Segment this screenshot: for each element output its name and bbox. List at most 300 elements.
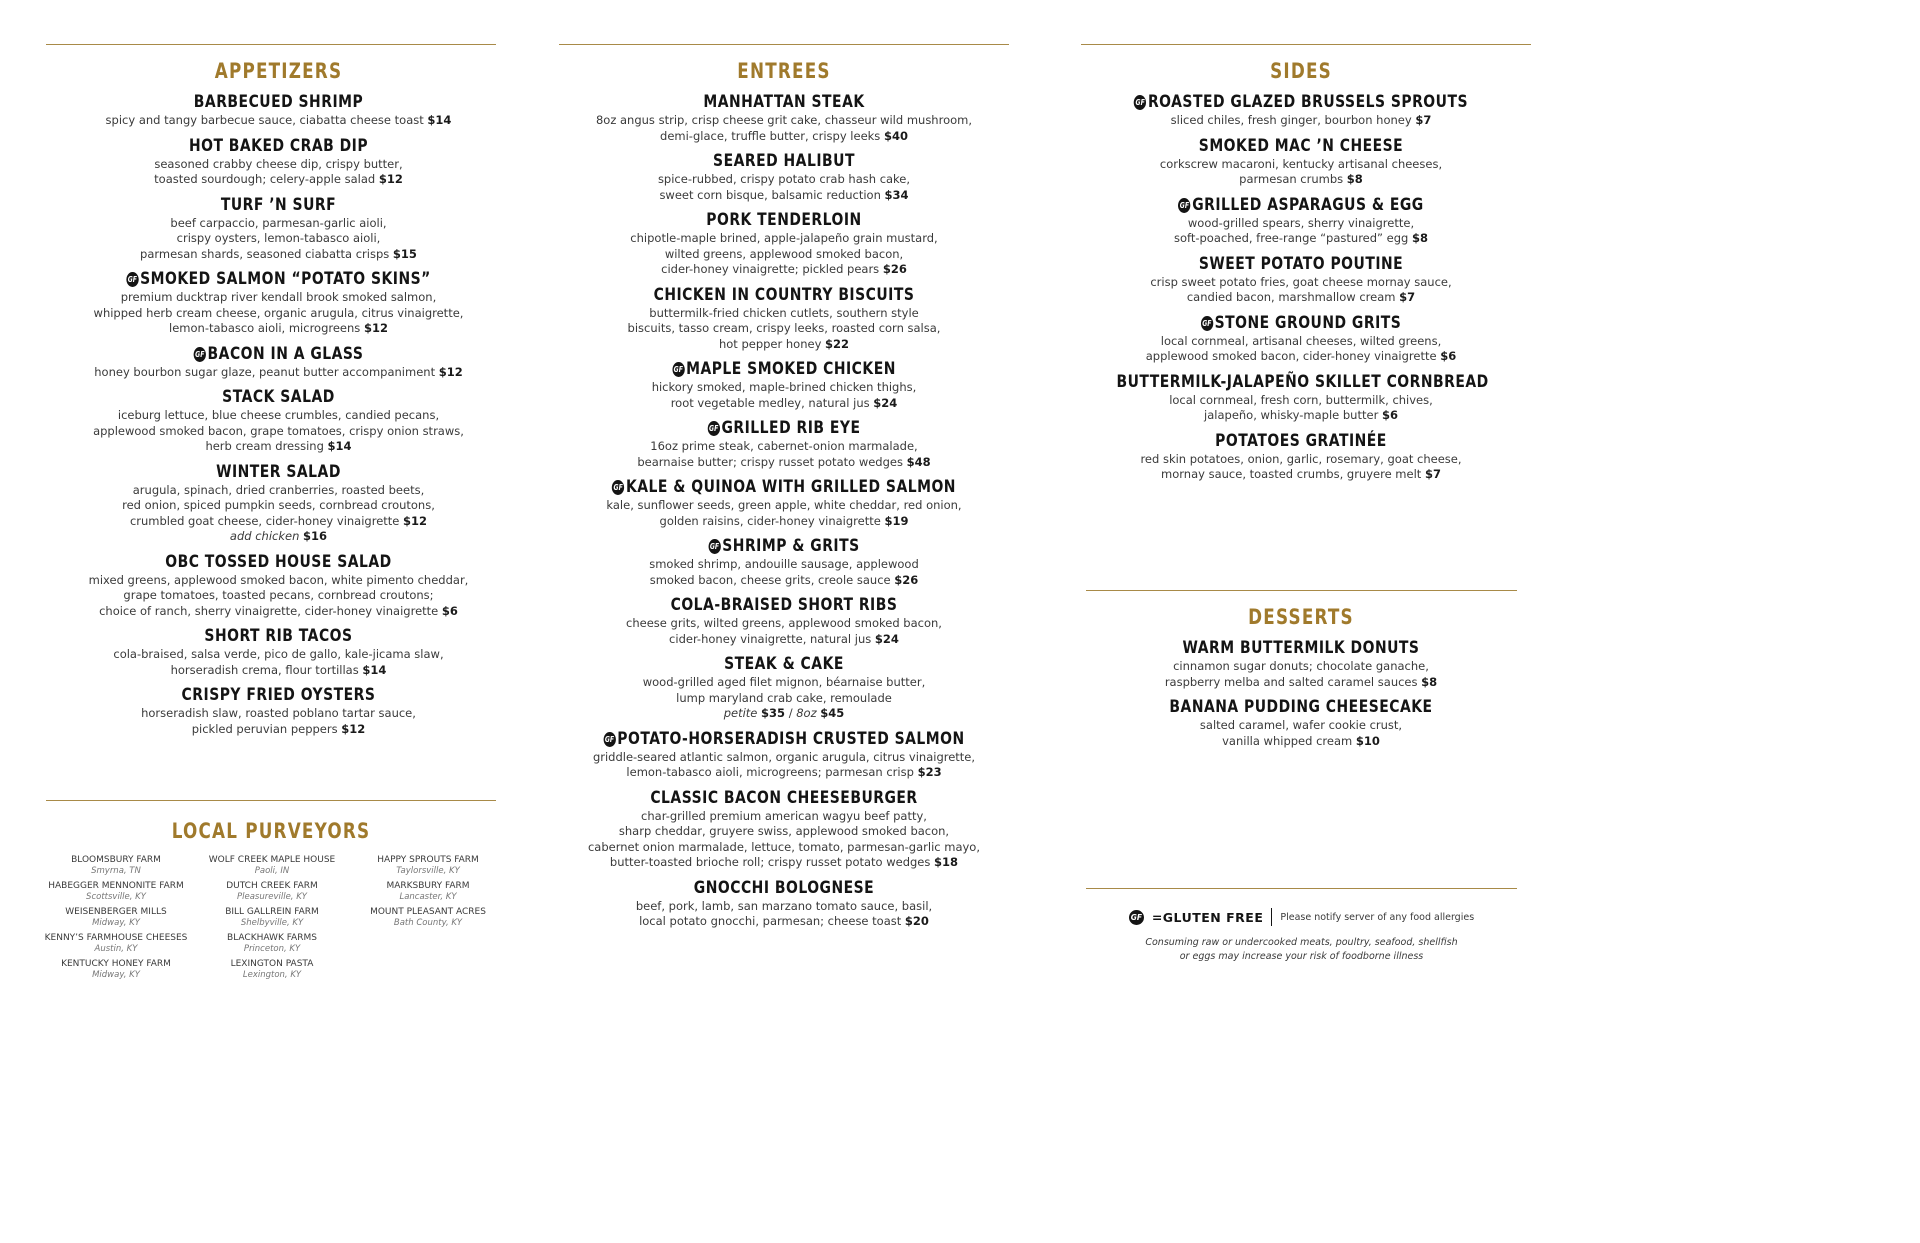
description-line (46, 483, 511, 499)
menu-item (46, 195, 511, 263)
menu-item (1076, 697, 1526, 749)
description-text: horseradish slaw, roasted poblano tartar sauce, (141, 706, 416, 720)
description-text: beef, pork, lamb, san marzano tomato sauce, basil, (635, 898, 933, 913)
description-text: seasoned crabby cheese dip, crispy butter, (154, 156, 403, 171)
purveyor-name: DUTCH CREEK FARM (226, 881, 318, 891)
purveyor-location: Princeton, KY (243, 944, 301, 954)
portion-label: 8oz (796, 706, 817, 720)
description-line (46, 408, 511, 424)
description-line (46, 231, 511, 247)
description-text: premium ducktrap river kendall brook smoked salmon, (120, 290, 437, 304)
purveyors-top-rule (46, 800, 496, 801)
description-text: mornay sauce, toasted crumbs, gruyere melt (1161, 467, 1422, 481)
menu-item-title: POTATOES GRATINÉE (1215, 430, 1387, 451)
description-line (559, 840, 1009, 856)
purveyor (38, 855, 194, 876)
food-safety-warning (1086, 936, 1517, 964)
description-line (1076, 349, 1526, 365)
gluten-free-icon: GF (612, 480, 624, 495)
description-text: cheese grits, wilted greens, applewood smoked bacon, (626, 616, 942, 630)
menu-item-description (46, 647, 511, 678)
menu-item-name (600, 788, 969, 808)
description-text: applewood smoked bacon, cider-honey vinaigrette (1145, 349, 1437, 363)
menu-item-title: KALE & QUINOA WITH GRILLED SALMON (625, 477, 956, 497)
menu-item-description (559, 675, 1009, 722)
menu-item-description (46, 290, 511, 337)
menu-item-price: $12 (341, 721, 366, 736)
appetizers-list (46, 92, 511, 737)
menu-item-title: HOT BAKED CRAB DIP (188, 135, 369, 156)
menu-item-title: PORK TENDERLOIN (706, 210, 862, 230)
gluten-free-icon: GF (672, 362, 684, 377)
description-line (1076, 734, 1526, 750)
description-line (46, 498, 511, 514)
menu-item-name (88, 269, 469, 289)
desserts-title: DESSERTS (1248, 605, 1354, 629)
description-line (46, 706, 511, 722)
menu-item-title: WARM BUTTERMILK DONUTS (1182, 638, 1420, 658)
menu-item-description (46, 157, 511, 188)
description-line (46, 172, 511, 188)
menu-item-title: BUTTERMILK-JALAPEÑO SKILLET CORNBREAD (1116, 371, 1489, 392)
menu-item-name (600, 654, 969, 674)
menu-item-description (1076, 113, 1526, 129)
description-text: biscuits, tasso cream, crispy leeks, roasted corn salsa, (627, 321, 941, 335)
description-text: mixed greens, applewood smoked bacon, white pimento cheddar, (88, 572, 469, 587)
menu-item (559, 788, 1009, 871)
menu-item-title: STONE GROUND GRITS (1214, 312, 1402, 333)
menu-item-price: $14 (362, 662, 387, 677)
menu-item-price: $7 (1399, 290, 1416, 304)
menu-item-name (88, 344, 469, 364)
purveyor (38, 907, 194, 928)
legend (1086, 908, 1517, 964)
menu-item-description (46, 483, 511, 545)
menu-item-name (88, 685, 469, 705)
gluten-free-label: =GLUTEN FREE (1151, 909, 1264, 925)
description-line (46, 113, 511, 129)
description-line (46, 647, 511, 663)
description-line (559, 172, 1009, 188)
description-text: local potato gnocchi, parmesan; cheese toast (639, 914, 902, 928)
description-text: chipotle-maple brined, apple-jalapeño grain mustard, (630, 231, 938, 245)
purveyor (194, 881, 350, 902)
description-text: crumbled goat cheese, cider-honey vinaigrette (129, 513, 400, 528)
menu-item-name (88, 136, 469, 156)
description-text: parmesan shards, seasoned ciabatta crisps (140, 246, 390, 261)
menu-item-name (1117, 313, 1486, 333)
description-line (46, 573, 511, 589)
legend-divider (1271, 908, 1272, 926)
menu-item-description (46, 216, 511, 263)
description-text: parmesan crumbs (1239, 172, 1344, 186)
description-line (46, 514, 511, 530)
menu-item (559, 92, 1009, 144)
description-text: grape tomatoes, toasted pecans, cornbread croutons; (123, 588, 434, 602)
purveyor (350, 933, 506, 954)
menu-item-description (559, 899, 1009, 930)
menu-item (1076, 254, 1526, 306)
purveyor (194, 907, 350, 928)
purveyor (194, 855, 350, 876)
menu-item-description (559, 616, 1009, 647)
menu-item-title: SMOKED SALMON “POTATO SKINS” (140, 269, 431, 289)
menu-item-price: $23 (917, 765, 942, 779)
desserts-top-rule (1086, 590, 1517, 591)
entrees-title: ENTREES (737, 59, 831, 83)
purveyor-location: Lexington, KY (242, 970, 302, 980)
description-text: applewood smoked bacon, grape tomatoes, crispy onion straws, (93, 423, 464, 438)
description-text: smoked shrimp, andouille sausage, applewood (649, 557, 919, 571)
purveyor-name: BLACKHAWK FARMS (227, 933, 317, 943)
description-line (46, 663, 511, 679)
menu-item-name (1117, 92, 1486, 112)
menu-item-description (1076, 718, 1526, 749)
description-text: 8oz angus strip, crisp cheese grit cake, chasseur wild mushroom, (595, 113, 973, 127)
description-text: beef carpaccio, parmesan-garlic aioli, (170, 215, 387, 230)
purveyor-location: Austin, KY (94, 944, 138, 954)
menu-item-title: BARBECUED SHRIMP (193, 92, 364, 112)
description-line (559, 765, 1009, 781)
gluten-free-icon: GF (603, 732, 615, 747)
menu-item-title: SWEET POTATO POUTINE (1198, 253, 1404, 274)
menu-item (46, 387, 511, 455)
menu-item-price: $48 (906, 454, 931, 469)
menu-item-price: $40 (883, 128, 908, 143)
menu-item-name (1117, 254, 1486, 274)
menu-item (46, 685, 511, 737)
appetizers-top-rule (46, 44, 496, 45)
description-line (559, 632, 1009, 648)
menu-item-title: COLA-BRAISED SHORT RIBS (670, 595, 898, 615)
menu-item-title: GRILLED ASPARAGUS & EGG (1192, 194, 1424, 215)
description-line (559, 455, 1009, 471)
description-text: buttermilk-fried chicken cutlets, southern style (649, 305, 919, 320)
description-line (559, 824, 1009, 840)
description-line (559, 247, 1009, 263)
description-text: red skin potatoes, onion, garlic, rosemary, goat cheese, (1140, 451, 1462, 466)
purveyor-name: WOLF CREEK MAPLE HOUSE (208, 855, 336, 865)
description-text: jalapeño, whisky-maple butter (1204, 408, 1379, 422)
menu-item-price: $7 (1424, 467, 1441, 481)
menu-item-title: BACON IN A GLASS (207, 343, 364, 364)
menu-item-name (600, 595, 969, 615)
purveyor (38, 881, 194, 902)
menu-item-price: $18 (934, 855, 959, 869)
description-text: salted caramel, wafer cookie crust, (1199, 718, 1403, 732)
menu-item-title: CLASSIC BACON CHEESEBURGER (650, 787, 918, 808)
menu-item-price: $6 (1381, 408, 1398, 422)
purveyor-location: Bath County, KY (393, 918, 463, 928)
description-text: wood-grilled aged filet mignon, béarnaise butter, (642, 675, 926, 689)
description-text: char-grilled premium american wagyu beef patty, (641, 808, 927, 823)
description-line (46, 247, 511, 263)
menu-item-description (559, 172, 1009, 203)
menu-item (46, 626, 511, 678)
description-text: root vegetable medley, natural jus (670, 395, 870, 410)
description-text: spicy and tangy barbecue sauce, ciabatta cheese toast (105, 113, 424, 127)
menu-item-title: CRISPY FRIED OYSTERS (181, 685, 376, 705)
menu-item-name (600, 285, 969, 305)
gluten-free-icon: GF (1129, 910, 1144, 925)
description-text: pickled peruvian peppers (191, 721, 338, 736)
menu-item (46, 462, 511, 545)
menu-item (46, 92, 511, 129)
menu-item-description (559, 750, 1009, 781)
description-text: cider-honey vinaigrette; pickled pears (661, 262, 880, 276)
menu-item-description (1076, 157, 1526, 188)
menu-item-description (559, 380, 1009, 411)
description-line (559, 809, 1009, 825)
description-line (1076, 157, 1526, 173)
menu-item-price: $22 (825, 336, 850, 351)
description-line (559, 706, 1009, 722)
description-line (559, 113, 1009, 129)
description-text: cider-honey vinaigrette, natural jus (669, 631, 872, 646)
description-text: candied bacon, marshmallow cream (1186, 290, 1396, 304)
menu-item (559, 285, 1009, 353)
menu-item-title: SHORT RIB TACOS (204, 626, 353, 646)
menu-item (1076, 136, 1526, 188)
menu-item-price: $6 (1440, 349, 1457, 363)
description-text: choice of ranch, sherry vinaigrette, cider-honey vinaigrette (99, 603, 439, 618)
description-text: wood-grilled spears, sherry vinaigrette, (1187, 215, 1415, 230)
purveyors-grid (38, 855, 506, 980)
description-text: soft-poached, free-range “pastured” egg (1173, 231, 1409, 245)
description-line (559, 914, 1009, 930)
sides-list (1076, 92, 1526, 483)
menu-item (1076, 195, 1526, 247)
description-line (559, 750, 1009, 766)
menu-item-name (1117, 697, 1486, 717)
purveyor (350, 855, 506, 876)
menu-item-title: MAPLE SMOKED CHICKEN (686, 359, 896, 379)
purveyor (38, 959, 194, 980)
menu-item (559, 477, 1009, 529)
menu-item-price: $12 (403, 513, 428, 528)
purveyor (350, 959, 506, 980)
description-line (46, 321, 511, 337)
description-text: honey bourbon sugar glaze, peanut butter accompaniment (94, 364, 436, 379)
description-text: toasted sourdough; celery-apple salad (154, 172, 376, 186)
description-text: arugula, spinach, dried cranberries, roasted beets, (132, 482, 425, 497)
description-text: cabernet onion marmalade, lettuce, tomato, parmesan-garlic mayo, (587, 839, 980, 854)
description-line (559, 321, 1009, 337)
menu-item (46, 269, 511, 337)
entrees-top-rule (559, 44, 1009, 45)
sides-top-rule (1081, 44, 1531, 45)
menu-item-price: $14 (427, 113, 452, 127)
description-line (1076, 334, 1526, 350)
menu-item-title: WINTER SALAD (216, 461, 341, 482)
menu-item-name (600, 92, 969, 112)
description-text: griddle-seared atlantic salmon, organic arugula, citrus vinaigrette, (592, 749, 976, 764)
menu-item-description (46, 365, 511, 381)
menu-item-description (1076, 216, 1526, 247)
menu-item-price: $8 (1412, 231, 1429, 245)
description-line (559, 188, 1009, 204)
description-line (559, 855, 1009, 871)
purveyor-name: MARKSBURY FARM (386, 881, 470, 891)
menu-item-description (559, 113, 1009, 144)
menu-item (1076, 372, 1526, 424)
sides-title: SIDES (1270, 59, 1332, 83)
description-text: bearnaise butter; crispy russet potato wedges (637, 454, 903, 469)
description-line (559, 129, 1009, 145)
entrees-list (559, 92, 1009, 930)
menu-item-name (600, 151, 969, 171)
menu-item-price: $19 (884, 513, 909, 528)
purveyor-location: Paoli, IN (254, 866, 290, 876)
description-text: lemon-tabasco aioli, microgreens; parmesan crisp (626, 765, 914, 779)
menu-item (1076, 638, 1526, 690)
description-text: sweet corn bisque, balsamic reduction (659, 187, 881, 202)
menu-item (1076, 92, 1526, 129)
description-line (559, 337, 1009, 353)
description-text: crispy oysters, lemon-tabasco aioli, (176, 231, 381, 245)
menu-item-price: $12 (438, 364, 463, 379)
menu-item-name (600, 477, 969, 497)
purveyor-location: Midway, KY (92, 918, 140, 928)
desserts-list (1076, 638, 1526, 749)
description-text: sharp cheddar, gruyere swiss, applewood smoked bacon, (618, 824, 950, 838)
menu-item-title: GRILLED RIB EYE (721, 418, 861, 438)
description-text: smoked bacon, cheese grits, creole sauce (649, 572, 891, 587)
portion-price: $35 (761, 706, 786, 720)
description-line (1076, 452, 1526, 468)
description-text: red onion, spiced pumpkin seeds, cornbread croutons, (122, 498, 435, 512)
menu-item (559, 151, 1009, 203)
description-text: demi-glace, truffle butter, crispy leeks (660, 128, 881, 143)
menu-item-price: $8 (1346, 172, 1363, 186)
description-line (1076, 393, 1526, 409)
menu-item-price: $10 (1355, 733, 1380, 748)
purveyor-location: Scottsville, KY (86, 892, 146, 902)
menu-item-description (1076, 334, 1526, 365)
menu-item-title: POTATO-HORSERADISH CRUSTED SALMON (617, 728, 965, 749)
menu-item-title: CHICKEN IN COUNTRY BISCUITS (653, 284, 915, 305)
description-line (1076, 659, 1526, 675)
menu-item-name (88, 387, 469, 407)
menu-item-description (46, 706, 511, 737)
menu-item-price: $7 (1415, 113, 1432, 127)
allergy-note: Please notify server of any food allergies (1280, 911, 1475, 923)
menu-item-description (559, 809, 1009, 871)
description-line (46, 588, 511, 604)
menu-item (559, 595, 1009, 647)
description-line (559, 262, 1009, 278)
description-text: lemon-tabasco aioli, microgreens (169, 321, 361, 335)
menu-item-description (1076, 452, 1526, 483)
menu-item-title: SEARED HALIBUT (713, 151, 855, 171)
gluten-free-icon: GF (194, 347, 206, 362)
description-line (559, 573, 1009, 589)
purveyor-location: Midway, KY (92, 970, 140, 980)
menu-item (559, 654, 1009, 722)
description-line (559, 514, 1009, 530)
menu-item-description (1076, 275, 1526, 306)
warning-line: Consuming raw or undercooked meats, poultry, seafood, shellfish (1145, 937, 1458, 948)
description-line (46, 365, 511, 381)
purveyor-name: KENNY’S FARMHOUSE CHEESES (44, 933, 188, 943)
description-line (1076, 275, 1526, 291)
menu-item-price: $26 (882, 262, 907, 276)
description-text: whipped herb cream cheese, organic arugula, citrus vinaigrette, (93, 305, 464, 320)
add-on-label: add chicken (229, 529, 300, 543)
add-on-price: $16 (303, 529, 328, 543)
menu-item (46, 552, 511, 620)
purveyor-name: WEISENBERGER MILLS (65, 907, 167, 917)
menu-item-description (559, 557, 1009, 588)
description-line (559, 380, 1009, 396)
description-text: butter-toasted brioche roll; crispy russet potato wedges (609, 855, 931, 869)
menu-item-name (88, 92, 469, 112)
gluten-free-icon: GF (1178, 198, 1190, 213)
entrees-section (559, 58, 1009, 937)
menu-item (559, 878, 1009, 930)
menu-item-title: SMOKED MAC ’N CHEESE (1198, 135, 1404, 156)
description-line (1076, 231, 1526, 247)
menu-item-name (600, 878, 969, 898)
description-text: kale, sunflower seeds, green apple, white cheddar, red onion, (606, 498, 962, 512)
description-text: golden raisins, cider-honey vinaigrette (659, 513, 881, 528)
menu-item-price: $8 (1421, 674, 1438, 689)
description-line (46, 306, 511, 322)
description-line (1076, 216, 1526, 232)
description-line (1076, 408, 1526, 424)
menu-item-title: MANHATTAN STEAK (703, 92, 865, 112)
menu-item-price: $12 (378, 172, 403, 186)
description-line (46, 424, 511, 440)
menu-item (46, 344, 511, 381)
menu-item-title: GNOCCHI BOLOGNESE (693, 877, 875, 898)
description-line (46, 529, 511, 545)
description-text: raspberry melba and salted caramel sauces (1164, 674, 1418, 689)
description-text: crisp sweet potato fries, goat cheese mornay sauce, (1150, 274, 1452, 289)
menu-item-name (600, 418, 969, 438)
portion-separator: / (785, 706, 797, 720)
menu-item-name (88, 462, 469, 482)
purveyor-location: Pleasureville, KY (237, 892, 307, 902)
purveyor (38, 933, 194, 954)
menu-item-title: TURF ’N SURF (220, 194, 337, 215)
purveyor-name: MOUNT PLEASANT ACRES (370, 907, 486, 917)
menu-item-description (559, 231, 1009, 278)
menu-item-name (88, 195, 469, 215)
menu-item-description (1076, 393, 1526, 424)
purveyor (350, 907, 506, 928)
menu-item-price: $6 (441, 603, 458, 618)
description-line (46, 216, 511, 232)
description-text: hickory smoked, maple-brined chicken thighs, (651, 380, 917, 394)
description-text: corkscrew macaroni, kentucky artisanal cheeses, (1159, 156, 1443, 171)
description-line (46, 157, 511, 173)
purveyor (350, 881, 506, 902)
description-text: sliced chiles, fresh ginger, bourbon honey (1170, 113, 1412, 127)
menu-item-price: $24 (874, 631, 899, 646)
appetizers-title: APPETIZERS (214, 59, 343, 83)
menu-item-name (1116, 371, 1489, 392)
description-line (559, 691, 1009, 707)
description-text: herb cream dressing (205, 439, 324, 453)
purveyor-name: BLOOMSBURY FARM (71, 855, 161, 865)
menu-item-title: BANANA PUDDING CHEESECAKE (1169, 697, 1433, 717)
description-line (46, 439, 511, 455)
description-line (559, 675, 1009, 691)
description-line (46, 290, 511, 306)
description-line (1076, 467, 1526, 483)
menu-item-description (1076, 659, 1526, 690)
